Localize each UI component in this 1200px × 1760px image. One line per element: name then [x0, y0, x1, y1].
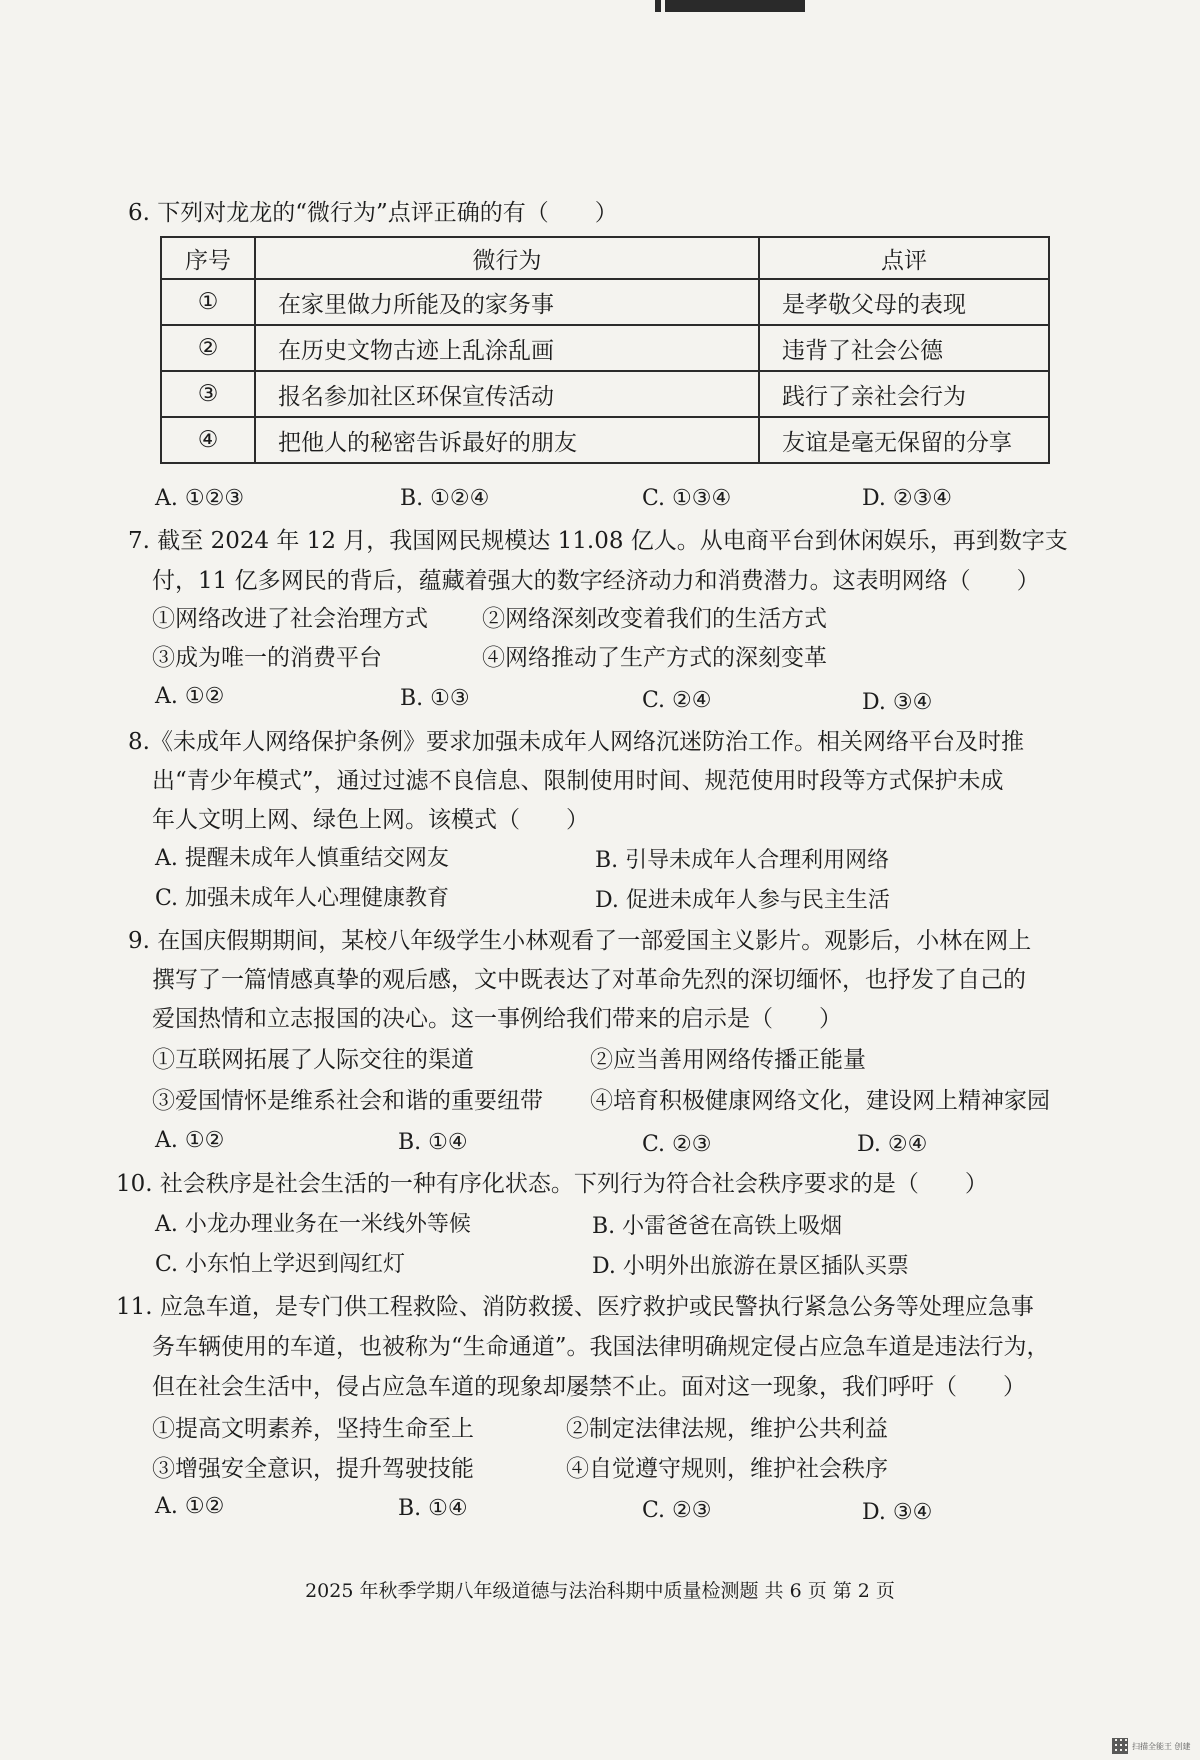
- row-comment: 践行了亲社会行为: [759, 371, 1049, 417]
- q8-line-3: 年人文明上网、绿色上网。该模式（ ）: [152, 807, 589, 833]
- row-behavior: 在家里做力所能及的家务事: [255, 279, 759, 325]
- q6-option-b: B. ①②④: [400, 486, 490, 511]
- table-row: [161, 279, 1049, 325]
- row-seq: ④: [161, 417, 255, 463]
- q9-statement-3: ③爱国情怀是维系社会和谐的重要纽带: [152, 1088, 543, 1114]
- q8-option-c: C. 加强未成年人心理健康教育: [155, 886, 450, 911]
- q6-stem: 6. 下列对龙龙的“微行为”点评正确的有（ ）: [128, 200, 618, 226]
- row-seq: ②: [161, 325, 255, 371]
- header-comment: 点评: [759, 237, 1049, 279]
- q10-option-a: A. 小龙办理业务在一米线外等候: [155, 1212, 471, 1237]
- q9-option-b: B. ①④: [398, 1130, 468, 1155]
- q7-statement-1: ①网络改进了社会治理方式: [152, 606, 428, 632]
- qr-code-icon: [1112, 1738, 1128, 1754]
- q9-option-d: D. ②④: [857, 1132, 928, 1157]
- q8-line-1: 8.《未成年人网络保护条例》要求加强未成年人网络沉迷防治工作。相关网络平台及时推: [128, 729, 1024, 755]
- q11-line-1: 11. 应急车道，是专门供工程救险、消防救援、医疗救护或民警执行紧急公务等处理应急事: [116, 1294, 1034, 1320]
- q11-option-b: B. ①④: [398, 1496, 468, 1521]
- q8-option-d: D. 促进未成年人参与民主生活: [595, 888, 890, 913]
- scanner-watermark: [1112, 1738, 1191, 1754]
- q7-option-d: D. ③④: [862, 690, 933, 715]
- table-row: [161, 325, 1049, 371]
- q9-line-2: 撰写了一篇情感真挚的观后感，文中既表达了对革命先烈的深切缅怀，也抒发了自己的: [152, 967, 1026, 993]
- q6-table: [160, 236, 1050, 464]
- q10-option-c: C. 小东怕上学迟到闯红灯: [155, 1252, 406, 1277]
- q7-statement-3: ③成为唯一的消费平台: [152, 645, 382, 671]
- q8-line-2: 出“青少年模式”，通过过滤不良信息、限制使用时间、规范使用时段等方式保护未成: [152, 768, 1004, 794]
- row-comment: 友谊是毫无保留的分享: [759, 417, 1049, 463]
- q9-statement-4: ④培育积极健康网络文化，建设网上精神家园: [590, 1088, 1050, 1114]
- q11-statement-2: ②制定法律法规，维护公共利益: [566, 1416, 888, 1442]
- header-behavior: 微行为: [255, 237, 759, 279]
- q7-statement-2: ②网络深刻改变着我们的生活方式: [482, 606, 827, 632]
- header-seq: 序号: [161, 237, 255, 279]
- q6-option-c: C. ①③④: [642, 486, 732, 511]
- row-comment: 违背了社会公德: [759, 325, 1049, 371]
- table-header-row: [161, 237, 1049, 279]
- q11-line-2: 务车辆使用的车道，也被称为“生命通道”。我国法律明确规定侵占应急车道是违法行为，: [152, 1334, 1050, 1360]
- row-behavior: 把他人的秘密告诉最好的朋友: [255, 417, 759, 463]
- table-row: [161, 371, 1049, 417]
- q10-stem: 10. 社会秩序是社会生活的一种有序化状态。下列行为符合社会秩序要求的是（ ）: [116, 1171, 988, 1197]
- q11-option-d: D. ③④: [862, 1500, 933, 1525]
- q7-statement-4: ④网络推动了生产方式的深刻变革: [482, 645, 827, 671]
- q11-option-a: A. ①②: [155, 1494, 225, 1519]
- row-behavior: 在历史文物古迹上乱涂乱画: [255, 325, 759, 371]
- row-seq: ③: [161, 371, 255, 417]
- q9-option-a: A. ①②: [155, 1128, 225, 1153]
- q6-option-d: D. ②③④: [862, 486, 953, 511]
- q11-line-3: 但在社会生活中，侵占应急车道的现象却屡禁不止。面对这一现象，我们呼吁（ ）: [152, 1374, 1026, 1400]
- q11-statement-1: ①提高文明素养，坚持生命至上: [152, 1416, 474, 1442]
- q9-statement-1: ①互联网拓展了人际交往的渠道: [152, 1047, 474, 1073]
- q7-line-2: 付，11 亿多网民的背后，蕴藏着强大的数字经济动力和消费潜力。这表明网络（ ）: [152, 568, 1040, 594]
- row-seq: ①: [161, 279, 255, 325]
- q7-option-a: A. ①②: [155, 684, 225, 709]
- watermark-text: 扫描全能王 创建: [1132, 1741, 1191, 1751]
- q11-statement-3: ③增强安全意识，提升驾驶技能: [152, 1456, 474, 1482]
- q7-option-c: C. ②④: [642, 688, 712, 713]
- q8-option-a: A. 提醒未成年人慎重结交网友: [155, 846, 449, 871]
- q9-line-3: 爱国热情和立志报国的决心。这一事例给我们带来的启示是（ ）: [152, 1006, 842, 1032]
- page-footer: 2025 年秋季学期八年级道德与法治科期中质量检测题 共 6 页 第 2 页: [305, 1580, 895, 1602]
- q9-line-1: 9. 在国庆假期期间，某校八年级学生小林观看了一部爱国主义影片。观影后，小林在网上: [128, 928, 1032, 954]
- table-row: [161, 417, 1049, 463]
- q9-statement-2: ②应当善用网络传播正能量: [590, 1047, 866, 1073]
- q8-option-b: B. 引导未成年人合理利用网络: [595, 848, 890, 873]
- q10-option-b: B. 小雷爸爸在高铁上吸烟: [592, 1214, 843, 1239]
- q7-line-1: 7. 截至 2024 年 12 月，我国网民规模达 11.08 亿人。从电商平台到休闲娱乐，再到数字支: [128, 528, 1068, 554]
- row-comment: 是孝敬父母的表现: [759, 279, 1049, 325]
- q6-option-a: A. ①②③: [155, 486, 245, 511]
- q7-option-b: B. ①③: [400, 686, 470, 711]
- q9-option-c: C. ②③: [642, 1132, 712, 1157]
- q11-option-c: C. ②③: [642, 1498, 712, 1523]
- q10-option-d: D. 小明外出旅游在景区插队买票: [592, 1254, 909, 1279]
- q11-statement-4: ④自觉遵守规则，维护社会秩序: [566, 1456, 888, 1482]
- row-behavior: 报名参加社区环保宣传活动: [255, 371, 759, 417]
